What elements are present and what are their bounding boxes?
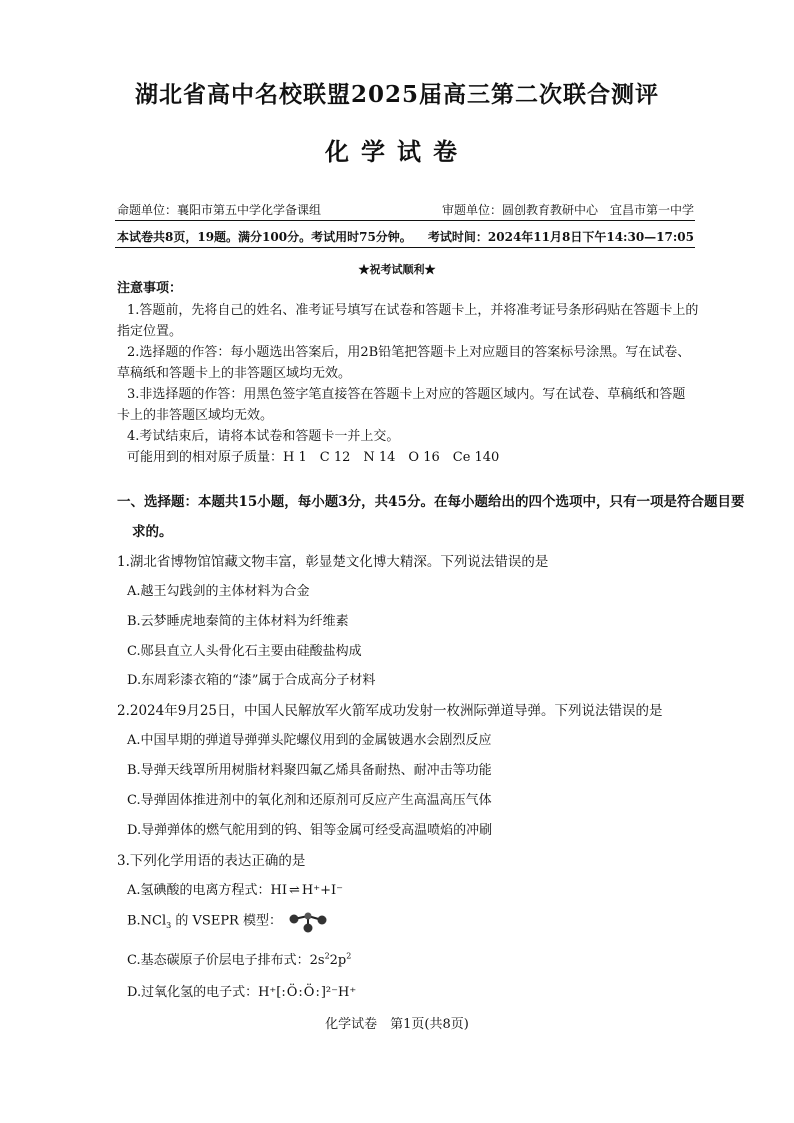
note-3-line-2: 卡上的非答题区域均无效。 xyxy=(117,408,274,423)
question-2-option-b: B.导弹天线罩所用树脂材料聚四氟乙烯具备耐热、耐冲击等功能 xyxy=(127,763,492,778)
option-a-suffix: H⁺+I⁻ xyxy=(301,883,343,898)
question-1-option-b: B.云梦睡虎地秦简的主体材料为纤维素 xyxy=(127,614,349,629)
note-2-line-2: 草稿纸和答题卡上的非答题区域均无效。 xyxy=(117,366,352,381)
subscript-3: 3 xyxy=(166,921,172,931)
question-2-option-c: C.导弹固体推进剂中的氧化剂和还原剂可反应产生高温高压气体 xyxy=(127,793,492,808)
question-1-stem: 1.湖北省博物馆馆藏文物丰富，彰显楚文化博大精深。下列说法错误的是 xyxy=(117,554,549,570)
exam-info: 本试卷共8页，19题。满分100分。考试用时75分钟。 xyxy=(117,230,412,244)
question-1-option-d: D.东周彩漆衣箱的“漆”属于合成高分子材料 xyxy=(127,673,376,688)
electron-dots: :Ö:Ö: xyxy=(281,985,321,1000)
question-1-option-a: A.越王勾践剑的主体材料为合金 xyxy=(127,584,310,599)
option-a-prefix: A.氢碘酸的电离方程式：HI xyxy=(127,883,287,898)
subject-title: 化学试卷 xyxy=(325,137,469,166)
note-3-line-1: 3.非选择题的作答：用黑色签字笔直接答在答题卡上对应的答题区域内。写在试卷、草稿纸和答题 xyxy=(127,387,686,402)
equilibrium-arrow: ⇌ xyxy=(289,883,300,898)
note-2-line-1: 2.选择题的作答：每小题选出答案后，用2B铅笔把答题卡上对应题目的答案标号涂黑。写在试卷、 xyxy=(127,345,691,360)
option-d-prefix: D.过氧化氢的电子式：H⁺[ xyxy=(127,985,282,1000)
exam-title: 湖北省高中名校联盟2025届高三第二次联合测评 xyxy=(134,81,659,108)
atomic-masses: 可能用到的相对原子质量：H 1 C 12 N 14 O 16 Ce 140 xyxy=(127,450,500,465)
divider-top xyxy=(115,220,695,221)
option-c-mid: 2p xyxy=(329,953,347,968)
question-2-option-d: D.导弹弹体的燃气舵用到的钨、钼等金属可经受高温喷焰的冲刷 xyxy=(127,823,493,838)
option-d-suffix: ]²⁻H⁺ xyxy=(320,985,357,1000)
note-1-line-1: 1.答题前，先将自己的姓名、准考证号填写在试卷和答题卡上，并将准考证号条形码贴在答题卡上的 xyxy=(127,303,699,318)
units-row xyxy=(117,201,694,218)
option-b-suffix: 的 VSEPR 模型： xyxy=(171,913,282,929)
question-3-stem: 3.下列化学用语的表达正确的是 xyxy=(117,853,306,869)
notes-heading: 注意事项： xyxy=(117,281,183,296)
vsepr-model-icon xyxy=(286,909,330,933)
note-1-line-2: 指定位置。 xyxy=(117,324,183,339)
note-4: 4.考试结束后，请将本试卷和答题卡一并上交。 xyxy=(127,429,400,444)
question-2-option-a: A.中国早期的弹道导弹弹头陀螺仪用到的金属铍遇水会剧烈反应 xyxy=(127,733,492,748)
divider-bottom xyxy=(115,247,695,248)
superscript-1: 2 xyxy=(324,951,330,961)
question-3-option-b xyxy=(127,909,330,933)
section-1-heading-line-2: 求的。 xyxy=(132,524,173,540)
option-c-prefix: C.基态碳原子价层电子排布式：2s xyxy=(127,953,325,968)
review-unit: 审题单位：圆创教育教研中心 宜昌市第一中学 xyxy=(441,203,694,217)
exam-time: 考试时间：2024年11月8日下午14:30—17:05 xyxy=(427,230,694,244)
page-footer: 化学试卷 第1页(共8页) xyxy=(325,1017,469,1032)
question-3-option-d xyxy=(127,981,356,1000)
superscript-2: 2 xyxy=(346,951,352,961)
good-luck-banner: ★祝考试顺利★ xyxy=(358,263,436,276)
question-2-stem: 2.2024年9月25日，中国人民解放军火箭军成功发射一枚洲际弹道导弹。下列说法错误的是 xyxy=(117,703,663,719)
question-3-option-a xyxy=(127,879,343,898)
question-1-option-c: C.郧县直立人头骨化石主要由硅酸盐构成 xyxy=(127,644,362,659)
author-unit: 命题单位：襄阳市第五中学化学备课组 xyxy=(117,203,322,217)
question-3-option-c xyxy=(127,949,351,968)
option-b-prefix: B.NCl xyxy=(127,913,167,929)
section-1-heading-line-1: 一、选择题：本题共15小题，每小题3分，共45分。在每小题给出的四个选项中，只有一项是符合题目要 xyxy=(117,494,745,510)
exam-info-row xyxy=(117,228,694,245)
